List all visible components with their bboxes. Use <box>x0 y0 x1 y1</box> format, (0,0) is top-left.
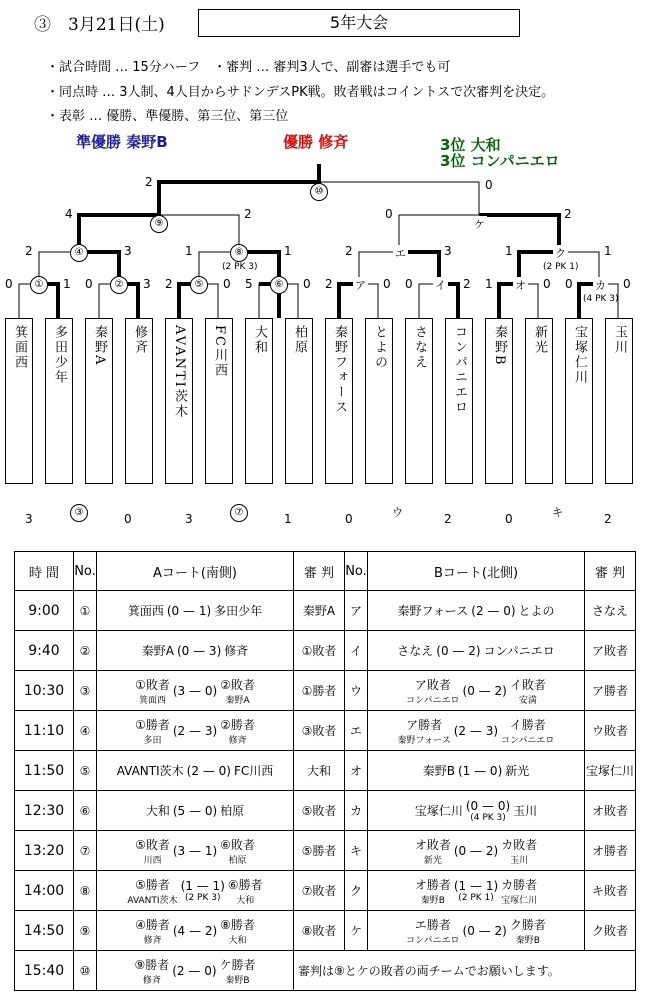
time: 14:00 <box>15 871 74 911</box>
table-row <box>15 911 636 951</box>
loser-score: 3 <box>185 512 193 526</box>
loser-score: 0 <box>505 512 513 526</box>
match-no: ⑤ <box>74 751 97 791</box>
r2-score: 3 <box>444 244 452 258</box>
runner-up-label: 準優勝 秦野B <box>76 133 168 151</box>
team-box <box>485 318 513 484</box>
score: (0 — 2) <box>436 643 481 658</box>
third-place-2: 3位 コンパニエロ <box>440 152 560 170</box>
team-a: 秦野B <box>422 764 455 778</box>
score: (2 — 3) <box>453 723 499 738</box>
score: (2 — 0) <box>471 603 516 618</box>
team-b: 玉川 <box>513 804 538 818</box>
col-court-b: Bコート(北側) <box>368 552 585 591</box>
team-box <box>285 318 313 484</box>
r2-score: 1 <box>185 244 193 258</box>
r1-score: 2 <box>325 277 333 291</box>
score: (0 — 2) <box>462 923 507 938</box>
match-no: ⑦ <box>74 831 97 871</box>
court-a-match <box>97 911 294 951</box>
team-a: ⑤敗者 川西 <box>135 837 170 866</box>
round1-number: ⑥ <box>270 276 288 294</box>
round3-number: ⑨ <box>150 215 168 233</box>
match <box>368 716 584 746</box>
score: (2 — 0) <box>186 763 231 778</box>
match <box>97 602 293 619</box>
r1-score: 0 <box>223 277 231 291</box>
court-a-match <box>97 791 294 831</box>
team-box <box>45 318 73 484</box>
match <box>368 916 584 946</box>
loser-score: 1 <box>284 512 292 526</box>
time: 11:50 <box>15 751 74 791</box>
match-no: ④ <box>74 711 97 751</box>
team-box <box>205 318 233 484</box>
referee: ク敗者 <box>585 911 636 951</box>
r1-score: 5 <box>245 277 253 291</box>
team-box <box>405 318 433 484</box>
referee: ⑤敗者 <box>294 791 345 831</box>
col-no-b: No. <box>345 552 368 591</box>
round2-letter: ク <box>555 247 566 260</box>
team-a: ①勝者 多田 <box>135 717 170 746</box>
score: (1 — 1) (2 PK 3) <box>180 878 225 903</box>
score: (4 — 2) <box>172 923 218 938</box>
team-a: AVANTI茨木 <box>116 764 184 778</box>
final-score: 0 <box>485 178 493 192</box>
round3-letter: ケ <box>474 218 485 231</box>
r3-score: 2 <box>244 207 252 221</box>
court-a-match <box>97 631 294 671</box>
team-a: オ敗者 新光 <box>414 837 451 866</box>
time: 13:20 <box>15 831 74 871</box>
court-a-match <box>97 871 294 911</box>
referee: 秦野A <box>294 591 345 631</box>
score: (1 — 1) (2 PK 1) <box>453 878 499 903</box>
rule-1: ・試合時間 … 15分ハーフ ・審判 … 審判3人で、副審は選手でも可 <box>46 60 451 75</box>
table-row <box>15 711 636 751</box>
table-row <box>15 591 636 631</box>
court-a-match <box>97 751 294 791</box>
r1-score: 0 <box>383 277 391 291</box>
team-name: さなえ <box>412 325 427 370</box>
team-name: 多田少年 <box>52 325 67 385</box>
referee: ア勝者 <box>585 671 636 711</box>
referee: ア敗者 <box>585 631 636 671</box>
team-b: カ敗者 玉川 <box>501 837 538 866</box>
round1-number: ⑤ <box>190 276 208 294</box>
team-b: イ敗者 安満 <box>509 677 546 706</box>
referee: ⑧敗者 <box>294 911 345 951</box>
team-name: 修斉 <box>132 325 147 355</box>
r1-score: 0 <box>85 277 93 291</box>
team-a: 大和 <box>145 804 170 818</box>
court-b-match <box>368 671 585 711</box>
score: (0 — 2) <box>453 843 499 858</box>
header-title: 5年大会 <box>198 9 520 37</box>
team-b: ②敗者 秦野A <box>220 677 255 706</box>
loser-game-label: キ <box>552 506 563 519</box>
court-b-match <box>368 911 585 951</box>
r2-score: 2 <box>345 244 353 258</box>
team-name: 秦野B <box>492 325 507 367</box>
court-a-match <box>97 831 294 871</box>
team-name: 大和 <box>252 325 267 355</box>
r1-score: 0 <box>543 277 551 291</box>
team-a: 秦野A <box>141 644 174 658</box>
referee: ウ敗者 <box>585 711 636 751</box>
time: 9:40 <box>15 631 74 671</box>
match-no: ① <box>74 591 97 631</box>
loser-score: 2 <box>604 512 612 526</box>
round2-number: ⑧ <box>230 244 248 262</box>
team-box <box>245 318 273 484</box>
col-no-a: No. <box>74 552 97 591</box>
team-a: 秦野フォース <box>397 604 469 618</box>
team-box <box>85 318 113 484</box>
referee: ①勝者 <box>294 671 345 711</box>
team-b: ⑧勝者 大和 <box>220 917 255 946</box>
referee: オ敗者 <box>585 791 636 831</box>
match <box>97 762 293 779</box>
team-name: AVANTI茨木 <box>172 325 187 419</box>
match-no: ⑥ <box>74 791 97 831</box>
match <box>368 602 584 619</box>
r3-score: 4 <box>65 207 73 221</box>
team-name: 宝塚仁川 <box>572 325 587 385</box>
loser-score: 2 <box>444 512 452 526</box>
match-no: ③ <box>74 671 97 711</box>
team-name: コンパニエロ <box>452 325 467 415</box>
referee: 宝塚仁川 <box>585 751 636 791</box>
match-no: キ <box>345 831 368 871</box>
r2-score: 1 <box>505 244 513 258</box>
team-name: 秦野フォース <box>332 325 347 415</box>
match-no: オ <box>345 751 368 791</box>
match <box>97 836 293 866</box>
score: (3 — 0) <box>172 683 218 698</box>
r1-score: 1 <box>485 277 493 291</box>
team-a: さなえ <box>397 644 434 658</box>
pk-note: (2 PK 3) <box>222 262 258 272</box>
team-box <box>125 318 153 484</box>
match-no: イ <box>345 631 368 671</box>
col-ref-a: 審 判 <box>294 552 345 591</box>
round2-number: ④ <box>70 244 88 262</box>
round1-letter: イ <box>435 279 446 292</box>
match-no: ⑨ <box>74 911 97 951</box>
court-b-match <box>368 831 585 871</box>
r1-score: 2 <box>463 277 471 291</box>
court-b-match <box>368 591 585 631</box>
referee: 大和 <box>294 751 345 791</box>
match-no: エ <box>345 711 368 751</box>
court-a-match <box>97 711 294 751</box>
match-no: ② <box>74 631 97 671</box>
team-box <box>325 318 353 484</box>
team-a: ア敗者 コンパニエロ <box>406 677 460 706</box>
match <box>368 642 584 659</box>
referee: ⑤勝者 <box>294 831 345 871</box>
court-b-match <box>368 631 585 671</box>
match <box>97 716 293 746</box>
team-a: オ勝者 秦野B <box>414 877 451 906</box>
r2-score: 2 <box>25 244 33 258</box>
match <box>368 836 584 866</box>
referee: ⑦敗者 <box>294 871 345 911</box>
r2-score: 3 <box>124 244 132 258</box>
team-b: イ勝者 コンパニエロ <box>501 717 555 746</box>
time: 12:30 <box>15 791 74 831</box>
team-name: FC川西 <box>212 325 227 378</box>
court-b-match <box>368 791 585 831</box>
score: (0 — 3) <box>176 643 222 658</box>
r1-score: 1 <box>63 277 71 291</box>
team-a: 宝塚仁川 <box>414 804 463 818</box>
team-box <box>165 318 193 484</box>
round1-letter: カ <box>595 279 606 292</box>
referee: さなえ <box>585 591 636 631</box>
time: 9:00 <box>15 591 74 631</box>
match <box>97 916 293 946</box>
team-name: 秦野A <box>92 325 107 367</box>
referee: オ勝者 <box>585 831 636 871</box>
match <box>97 676 293 706</box>
referee: ①敗者 <box>294 631 345 671</box>
match <box>97 802 293 819</box>
round1-number: ② <box>110 276 128 294</box>
final-referee-note: 審判は⑨とケの敗者の両チームでお願いします。 <box>294 951 636 991</box>
table-row <box>15 631 636 671</box>
team-box <box>365 318 393 484</box>
match-no: ⑩ <box>74 951 97 991</box>
r3-score: 2 <box>564 207 572 221</box>
team-name: 柏原 <box>292 325 307 355</box>
r1-score: 0 <box>5 277 13 291</box>
col-ref-b: 審 判 <box>585 552 636 591</box>
score: (0 — 0) (4 PK 3) <box>465 798 511 823</box>
loser-score: 0 <box>345 512 353 526</box>
match <box>368 762 584 779</box>
table-row <box>15 831 636 871</box>
round2-letter: エ <box>395 247 406 260</box>
time: 14:50 <box>15 911 74 951</box>
team-a: ア勝者 秦野フォース <box>397 717 451 746</box>
match <box>97 642 293 659</box>
referee: キ敗者 <box>585 871 636 911</box>
court-b-match <box>368 871 585 911</box>
team-b: ク勝者 秦野B <box>509 917 546 946</box>
final-score: 2 <box>145 175 153 189</box>
r1-score: 2 <box>165 277 173 291</box>
team-box <box>445 318 473 484</box>
pk-note: (4 PK 3) <box>583 294 619 304</box>
loser-score: 0 <box>124 512 132 526</box>
match-no: ア <box>345 591 368 631</box>
loser-game-label: ⑦ <box>230 504 248 522</box>
team-b: ⑥敗者 柏原 <box>220 837 255 866</box>
team-name: とよの <box>372 325 387 370</box>
champion-label: 優勝 修斉 <box>283 133 349 151</box>
team-b: カ勝者 宝塚仁川 <box>501 877 538 906</box>
loser-game-label: ③ <box>70 504 88 522</box>
team-a: ①敗者 箕面西 <box>135 677 170 706</box>
team-a: ⑤勝者 AVANTI茨木 <box>127 877 178 906</box>
team-box <box>605 318 633 484</box>
team-b: ②勝者 修斉 <box>220 717 255 746</box>
match <box>368 799 584 823</box>
schedule-table <box>14 551 636 991</box>
team-name: 玉川 <box>612 325 627 355</box>
pk-note: (2 PK 1) <box>543 262 579 272</box>
team-b: FC川西 <box>233 764 274 778</box>
col-time: 時 間 <box>15 552 74 591</box>
team-name: 新光 <box>532 325 547 355</box>
match <box>368 876 584 906</box>
court-a-match <box>97 671 294 711</box>
col-court-a: Aコート(南側) <box>97 552 294 591</box>
match <box>97 876 293 906</box>
rule-3: ・表彰 … 優勝、準優勝、第三位、第三位 <box>46 109 289 124</box>
r1-score: 0 <box>623 277 631 291</box>
round1-letter: ア <box>355 279 366 292</box>
round1-number: ① <box>30 276 48 294</box>
score: (1 — 0) <box>457 763 503 778</box>
rule-2: ・同点時 … 3人制、4人目からサドンデスPK戦。敗者戦はコイントスで次審判を決定。 <box>46 85 555 100</box>
third-place-1: 3位 大和 <box>440 136 501 154</box>
time: 10:30 <box>15 671 74 711</box>
team-b: 新光 <box>505 764 530 778</box>
team-box <box>5 318 33 484</box>
final-number: ⑩ <box>310 183 328 201</box>
round1-letter: オ <box>515 279 526 292</box>
score: (3 — 1) <box>172 843 218 858</box>
score: (0 — 2) <box>462 683 507 698</box>
r1-score: 3 <box>143 277 151 291</box>
court-a-match <box>97 591 294 631</box>
table-row <box>15 671 636 711</box>
court-b-match <box>368 751 585 791</box>
match <box>368 676 584 706</box>
time: 15:40 <box>15 951 74 991</box>
r1-score: 0 <box>565 277 573 291</box>
team-b: 修斉 <box>224 644 249 658</box>
team-b: コンパニエロ <box>483 644 555 658</box>
team-a: エ勝者 コンパニエロ <box>406 917 460 946</box>
score: (0 — 1) <box>166 603 212 618</box>
table-row <box>15 751 636 791</box>
score: (2 — 3) <box>172 723 218 738</box>
match-no: ケ <box>345 911 368 951</box>
team-b: 多田少年 <box>214 604 263 618</box>
time: 11:10 <box>15 711 74 751</box>
table-row <box>15 791 636 831</box>
table-row <box>15 871 636 911</box>
court-b-match <box>368 711 585 751</box>
match-no: ⑧ <box>74 871 97 911</box>
team-name: 箕面西 <box>12 325 27 370</box>
r1-score: 0 <box>405 277 413 291</box>
r3-score: 0 <box>385 207 393 221</box>
team-a: 箕面西 <box>127 604 164 618</box>
loser-game-label: ウ <box>392 506 403 519</box>
team-b: 柏原 <box>220 804 245 818</box>
team-b: ⑥勝者 大和 <box>227 877 263 906</box>
match-no: ク <box>345 871 368 911</box>
loser-score: 3 <box>25 512 33 526</box>
match-no: ウ <box>345 671 368 711</box>
r2-score: 1 <box>604 244 612 258</box>
r2-score: 1 <box>284 244 292 258</box>
referee: ③敗者 <box>294 711 345 751</box>
team-box <box>565 318 593 484</box>
team-a: ④勝者 修斉 <box>135 917 170 946</box>
r1-score: 0 <box>303 277 311 291</box>
final-match: ⑨勝者 修斉 (2 — 0) ケ勝者 秦野B <box>97 951 294 991</box>
team-b: とよの <box>518 604 555 618</box>
score: (5 — 0) <box>172 803 218 818</box>
match-no: カ <box>345 791 368 831</box>
team-box <box>525 318 553 484</box>
final-row <box>15 951 636 991</box>
header-date: ③ 3月21日(土) <box>34 15 165 35</box>
